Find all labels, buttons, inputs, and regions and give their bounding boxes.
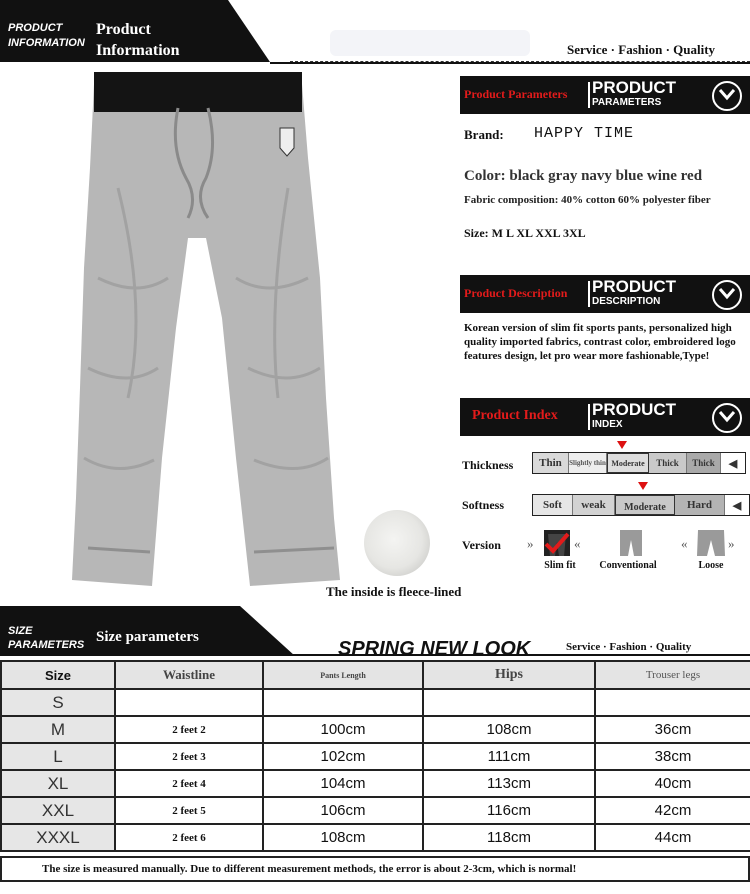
column-header: Waistline — [115, 661, 263, 689]
table-row — [1, 743, 750, 770]
pants-image — [58, 68, 348, 598]
loose-pants-icon — [696, 528, 726, 558]
brand-value: HAPPY TIME — [534, 125, 635, 142]
size-tagline: Service · Fashion · Quality — [566, 641, 692, 653]
size-table — [0, 660, 750, 852]
size-english-title: SIZE PARAMETERS — [8, 625, 85, 651]
fleece-caption: The inside is fleece-lined — [326, 584, 462, 599]
hips-cell: 108cm — [423, 716, 595, 743]
header-english-title: PRODUCT INFORMATION — [8, 22, 85, 49]
hips-cell — [423, 689, 595, 716]
version-label: Version — [462, 538, 501, 552]
left-arrow-icon: ◀ — [721, 453, 745, 473]
thickness-option: Thick — [649, 453, 687, 473]
parameters-bar-label: Product Parameters — [464, 87, 568, 101]
brand-label: Brand: — [464, 127, 504, 142]
size-cell: XXXL — [1, 824, 115, 851]
spring-new-look: SPRING NEW LOOK — [338, 638, 531, 660]
size-cell: XXL — [1, 797, 115, 824]
version-slim-fit: Slim fit — [544, 560, 576, 571]
chevron-down-icon — [712, 280, 742, 310]
legs-cell: 38cm — [595, 743, 750, 770]
column-header: Pants Length — [263, 661, 423, 689]
size-cell: M — [1, 716, 115, 743]
index-bar-label: Product Index — [472, 408, 558, 423]
hips-cell: 111cm — [423, 743, 595, 770]
thickness-option: Thick — [687, 453, 721, 473]
softness-option-selected: Moderate — [615, 495, 675, 515]
waistline-cell: 2 feet 2 — [115, 716, 263, 743]
fabric-composition: Fabric composition: 40% cotton 60% polyester fiber — [464, 194, 711, 206]
softness-indicator — [638, 482, 648, 490]
waistline-cell: 2 feet 3 — [115, 743, 263, 770]
table-row — [1, 716, 750, 743]
legs-cell: 40cm — [595, 770, 750, 797]
legs-cell: 36cm — [595, 716, 750, 743]
measurement-note: The size is measured manually. Due to different measurement methods, the error is about 2-3cm, which is normal! — [0, 856, 750, 882]
slim-fit-pants-icon — [542, 528, 572, 558]
bar-divider — [588, 82, 590, 108]
waistline-cell: 2 feet 4 — [115, 770, 263, 797]
bar-divider — [588, 404, 590, 430]
header-glow — [330, 30, 530, 56]
header-tagline: Service · Fashion · Quality — [567, 42, 716, 57]
waistline-cell: 2 feet 5 — [115, 797, 263, 824]
thickness-option: Thin — [533, 453, 569, 473]
length-cell: 104cm — [263, 770, 423, 797]
softness-option: Hard — [675, 495, 725, 515]
thickness-scale — [532, 452, 746, 474]
header-title: Product Information — [96, 21, 180, 59]
softness-option: weak — [573, 495, 615, 515]
color-options: Color: black gray navy blue wine red — [464, 168, 703, 184]
length-cell: 102cm — [263, 743, 423, 770]
double-chevron-right-icon: » — [527, 536, 534, 551]
waistline-cell — [115, 689, 263, 716]
index-bar-title: PRODUCT — [592, 400, 677, 419]
header-underline — [270, 62, 750, 64]
thickness-option-selected: Moderate — [607, 453, 649, 473]
length-cell — [263, 689, 423, 716]
softness-option: Soft — [533, 495, 573, 515]
length-cell: 106cm — [263, 797, 423, 824]
left-arrow-icon: ◀ — [725, 495, 749, 515]
hips-cell: 116cm — [423, 797, 595, 824]
description-bar-subtitle: DESCRIPTION — [592, 296, 661, 307]
pants-body — [72, 84, 340, 586]
softness-scale — [532, 494, 750, 516]
version-loose: Loose — [698, 560, 724, 571]
size-cell: XL — [1, 770, 115, 797]
legs-cell: 44cm — [595, 824, 750, 851]
length-cell: 108cm — [263, 824, 423, 851]
thickness-indicator — [617, 441, 627, 449]
conventional-pants-icon — [616, 528, 646, 558]
bar-divider — [588, 281, 590, 307]
description-bar-label: Product Description — [464, 286, 568, 300]
parameters-bar-subtitle: PARAMETERS — [592, 97, 662, 108]
chevron-down-icon — [712, 403, 742, 433]
legs-cell — [595, 689, 750, 716]
column-header: Size — [1, 661, 115, 689]
thickness-option: Slightly thin — [569, 453, 607, 473]
parameters-bar — [460, 76, 750, 114]
thickness-label: Thickness — [462, 458, 514, 472]
hips-cell: 118cm — [423, 824, 595, 851]
table-header-row — [1, 661, 750, 689]
column-header: Trouser legs — [595, 661, 750, 689]
waistline-cell: 2 feet 6 — [115, 824, 263, 851]
hips-cell: 113cm — [423, 770, 595, 797]
version-conventional: Conventional — [599, 560, 657, 571]
legs-cell: 42cm — [595, 797, 750, 824]
double-chevron-left-icon: « — [574, 536, 581, 551]
description-bar — [460, 275, 750, 313]
size-cell: L — [1, 743, 115, 770]
length-cell: 100cm — [263, 716, 423, 743]
size-list: Size: M L XL XXL 3XL — [464, 226, 586, 240]
index-bar-subtitle: INDEX — [592, 419, 623, 430]
description-bar-title: PRODUCT — [592, 277, 677, 296]
fleece-swatch — [364, 510, 430, 576]
table-row — [1, 797, 750, 824]
size-cell: S — [1, 689, 115, 716]
softness-label: Softness — [462, 498, 505, 512]
index-bar — [460, 398, 750, 436]
double-chevron-right-icon: » — [728, 536, 735, 551]
parameters-bar-title: PRODUCT — [592, 78, 677, 97]
header-dashed-line — [290, 61, 750, 62]
column-header: Hips — [423, 661, 595, 689]
waistband — [94, 72, 302, 112]
table-row — [1, 770, 750, 797]
size-title: Size parameters — [96, 629, 199, 645]
chevron-down-icon — [712, 81, 742, 111]
table-row — [1, 689, 750, 716]
double-chevron-left-icon: « — [681, 536, 688, 551]
description-text: Korean version of slim fit sports pants, personalized high quality imported fabrics, contrast color, embroidered logo features design, let pro wear more fashionable,Type! — [464, 322, 736, 362]
table-row — [1, 824, 750, 851]
